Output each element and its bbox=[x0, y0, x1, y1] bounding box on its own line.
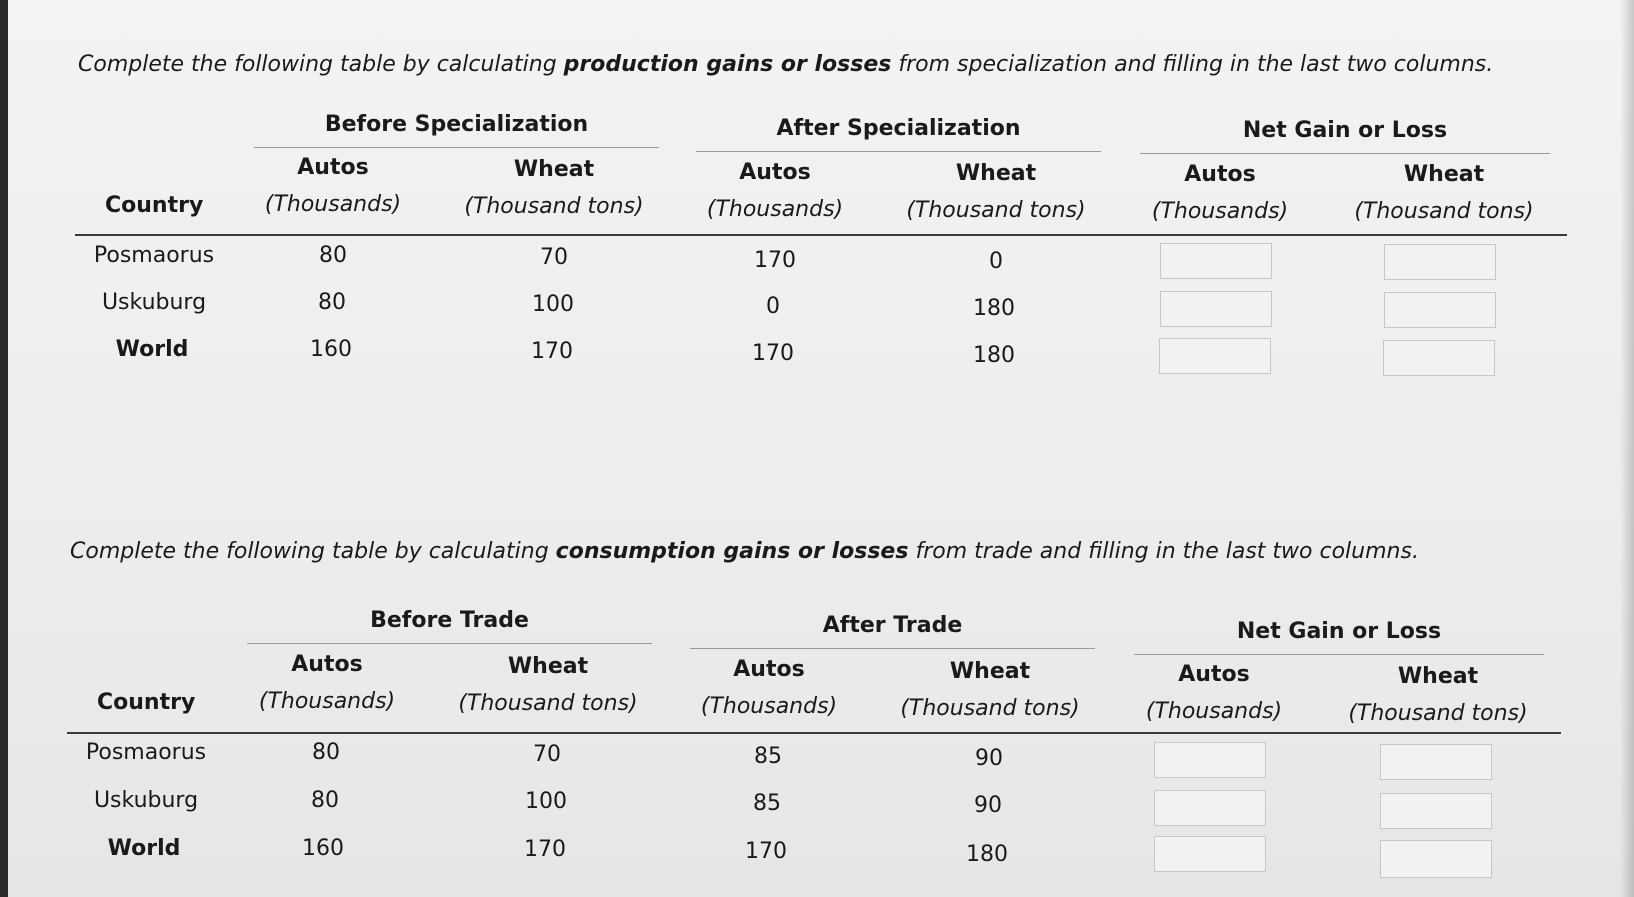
after-autos-value: 170 bbox=[752, 341, 794, 366]
group-rule-after bbox=[690, 648, 1095, 649]
autos-unit: (Thousands) bbox=[258, 689, 396, 714]
before-wheat-value: 170 bbox=[524, 837, 566, 862]
autos-unit: (Thousands) bbox=[1151, 199, 1289, 224]
wheat-unit: (Thousand tons) bbox=[1354, 199, 1534, 224]
autos-label: Autos bbox=[1178, 662, 1250, 687]
after-wheat-value: 180 bbox=[966, 842, 1008, 867]
before-autos-value: 160 bbox=[310, 337, 352, 362]
autos-unit: (Thousands) bbox=[700, 694, 838, 719]
before-wheat-header bbox=[442, 654, 654, 716]
country-header: Country bbox=[97, 690, 196, 715]
prompt-text-post: from specialization and filling in the last two columns. bbox=[891, 52, 1494, 77]
prompt-text-pre: Complete the following table by calculating bbox=[78, 52, 564, 77]
country-name: World bbox=[115, 337, 189, 362]
group-after-specialization: After Specialization bbox=[776, 116, 1021, 141]
wheat-label: Wheat bbox=[513, 157, 595, 182]
wheat-unit: (Thousand tons) bbox=[458, 691, 638, 716]
country-name: World bbox=[107, 836, 181, 861]
country-name: Posmaorus bbox=[85, 740, 207, 765]
before-autos-value: 80 bbox=[318, 290, 346, 315]
country-name: Uskuburg bbox=[101, 290, 207, 315]
wheat-label: Wheat bbox=[1403, 162, 1485, 187]
autos-unit: (Thousands) bbox=[1145, 699, 1283, 724]
autos-label: Autos bbox=[297, 155, 369, 180]
country-name: Posmaorus bbox=[93, 243, 215, 268]
wheat-unit: (Thousand tons) bbox=[900, 696, 1080, 721]
after-autos-value: 85 bbox=[753, 791, 781, 816]
before-wheat-value: 100 bbox=[525, 789, 567, 814]
after-wheat-value: 180 bbox=[973, 343, 1015, 368]
prompt-text-pre: Complete the following table by calculating bbox=[70, 539, 556, 564]
before-wheat-value: 170 bbox=[531, 339, 573, 364]
wheat-label: Wheat bbox=[949, 659, 1031, 684]
group-rule-net bbox=[1134, 654, 1544, 655]
group-before-trade: Before Trade bbox=[370, 608, 529, 633]
wheat-label: Wheat bbox=[955, 161, 1037, 186]
wheat-unit: (Thousand tons) bbox=[464, 194, 644, 219]
net-wheat-header bbox=[1332, 664, 1544, 726]
prompt-text-post: from trade and filling in the last two columns. bbox=[908, 539, 1419, 564]
after-wheat-value: 180 bbox=[973, 296, 1015, 321]
table-row bbox=[0, 740, 1460, 786]
after-wheat-value: 0 bbox=[989, 249, 1003, 274]
group-net-gain-loss: Net Gain or Loss bbox=[1242, 118, 1448, 143]
autos-unit: (Thousands) bbox=[264, 192, 402, 217]
before-autos-value: 80 bbox=[311, 788, 339, 813]
after-autos-value: 0 bbox=[766, 294, 780, 319]
prompt-text-bold: consumption gains or losses bbox=[555, 539, 909, 564]
wheat-label: Wheat bbox=[507, 654, 589, 679]
autos-unit: (Thousands) bbox=[706, 197, 844, 222]
net-autos-input[interactable] bbox=[1154, 742, 1266, 778]
before-autos-value: 80 bbox=[312, 740, 340, 765]
after-autos-value: 170 bbox=[745, 839, 787, 864]
after-wheat-value: 90 bbox=[974, 793, 1002, 818]
net-autos-input[interactable] bbox=[1154, 836, 1266, 872]
before-autos-header bbox=[242, 652, 412, 714]
net-autos-header bbox=[1129, 662, 1299, 724]
group-before-specialization: Before Specialization bbox=[324, 112, 589, 137]
autos-label: Autos bbox=[291, 652, 363, 677]
net-wheat-input[interactable] bbox=[1380, 744, 1492, 780]
net-autos-input[interactable] bbox=[1154, 790, 1266, 826]
wheat-unit: (Thousand tons) bbox=[1348, 701, 1528, 726]
header-rule bbox=[67, 732, 1561, 734]
after-autos-header bbox=[684, 657, 854, 719]
before-autos-value: 80 bbox=[319, 243, 347, 268]
before-autos-value: 160 bbox=[302, 836, 344, 861]
prompt-text-bold: production gains or losses bbox=[563, 52, 892, 77]
group-rule-before bbox=[247, 643, 652, 644]
group-net-gain-loss: Net Gain or Loss bbox=[1236, 619, 1442, 644]
table-row bbox=[0, 788, 1460, 834]
country-header: Country bbox=[105, 193, 204, 218]
wheat-unit: (Thousand tons) bbox=[906, 198, 1086, 223]
before-wheat-value: 100 bbox=[532, 292, 574, 317]
after-wheat-header bbox=[884, 659, 1096, 721]
table-row bbox=[0, 836, 1460, 882]
before-wheat-value: 70 bbox=[540, 245, 568, 270]
after-wheat-value: 90 bbox=[975, 746, 1003, 771]
before-wheat-value: 70 bbox=[533, 742, 561, 767]
autos-label: Autos bbox=[733, 657, 805, 682]
autos-label: Autos bbox=[739, 160, 811, 185]
after-autos-value: 85 bbox=[754, 744, 782, 769]
net-wheat-input[interactable] bbox=[1380, 793, 1492, 829]
autos-label: Autos bbox=[1184, 162, 1256, 187]
country-name: Uskuburg bbox=[93, 788, 199, 813]
after-autos-value: 170 bbox=[754, 248, 796, 273]
group-after-trade: After Trade bbox=[822, 613, 963, 638]
wheat-label: Wheat bbox=[1397, 664, 1479, 689]
net-wheat-input[interactable] bbox=[1380, 840, 1492, 878]
